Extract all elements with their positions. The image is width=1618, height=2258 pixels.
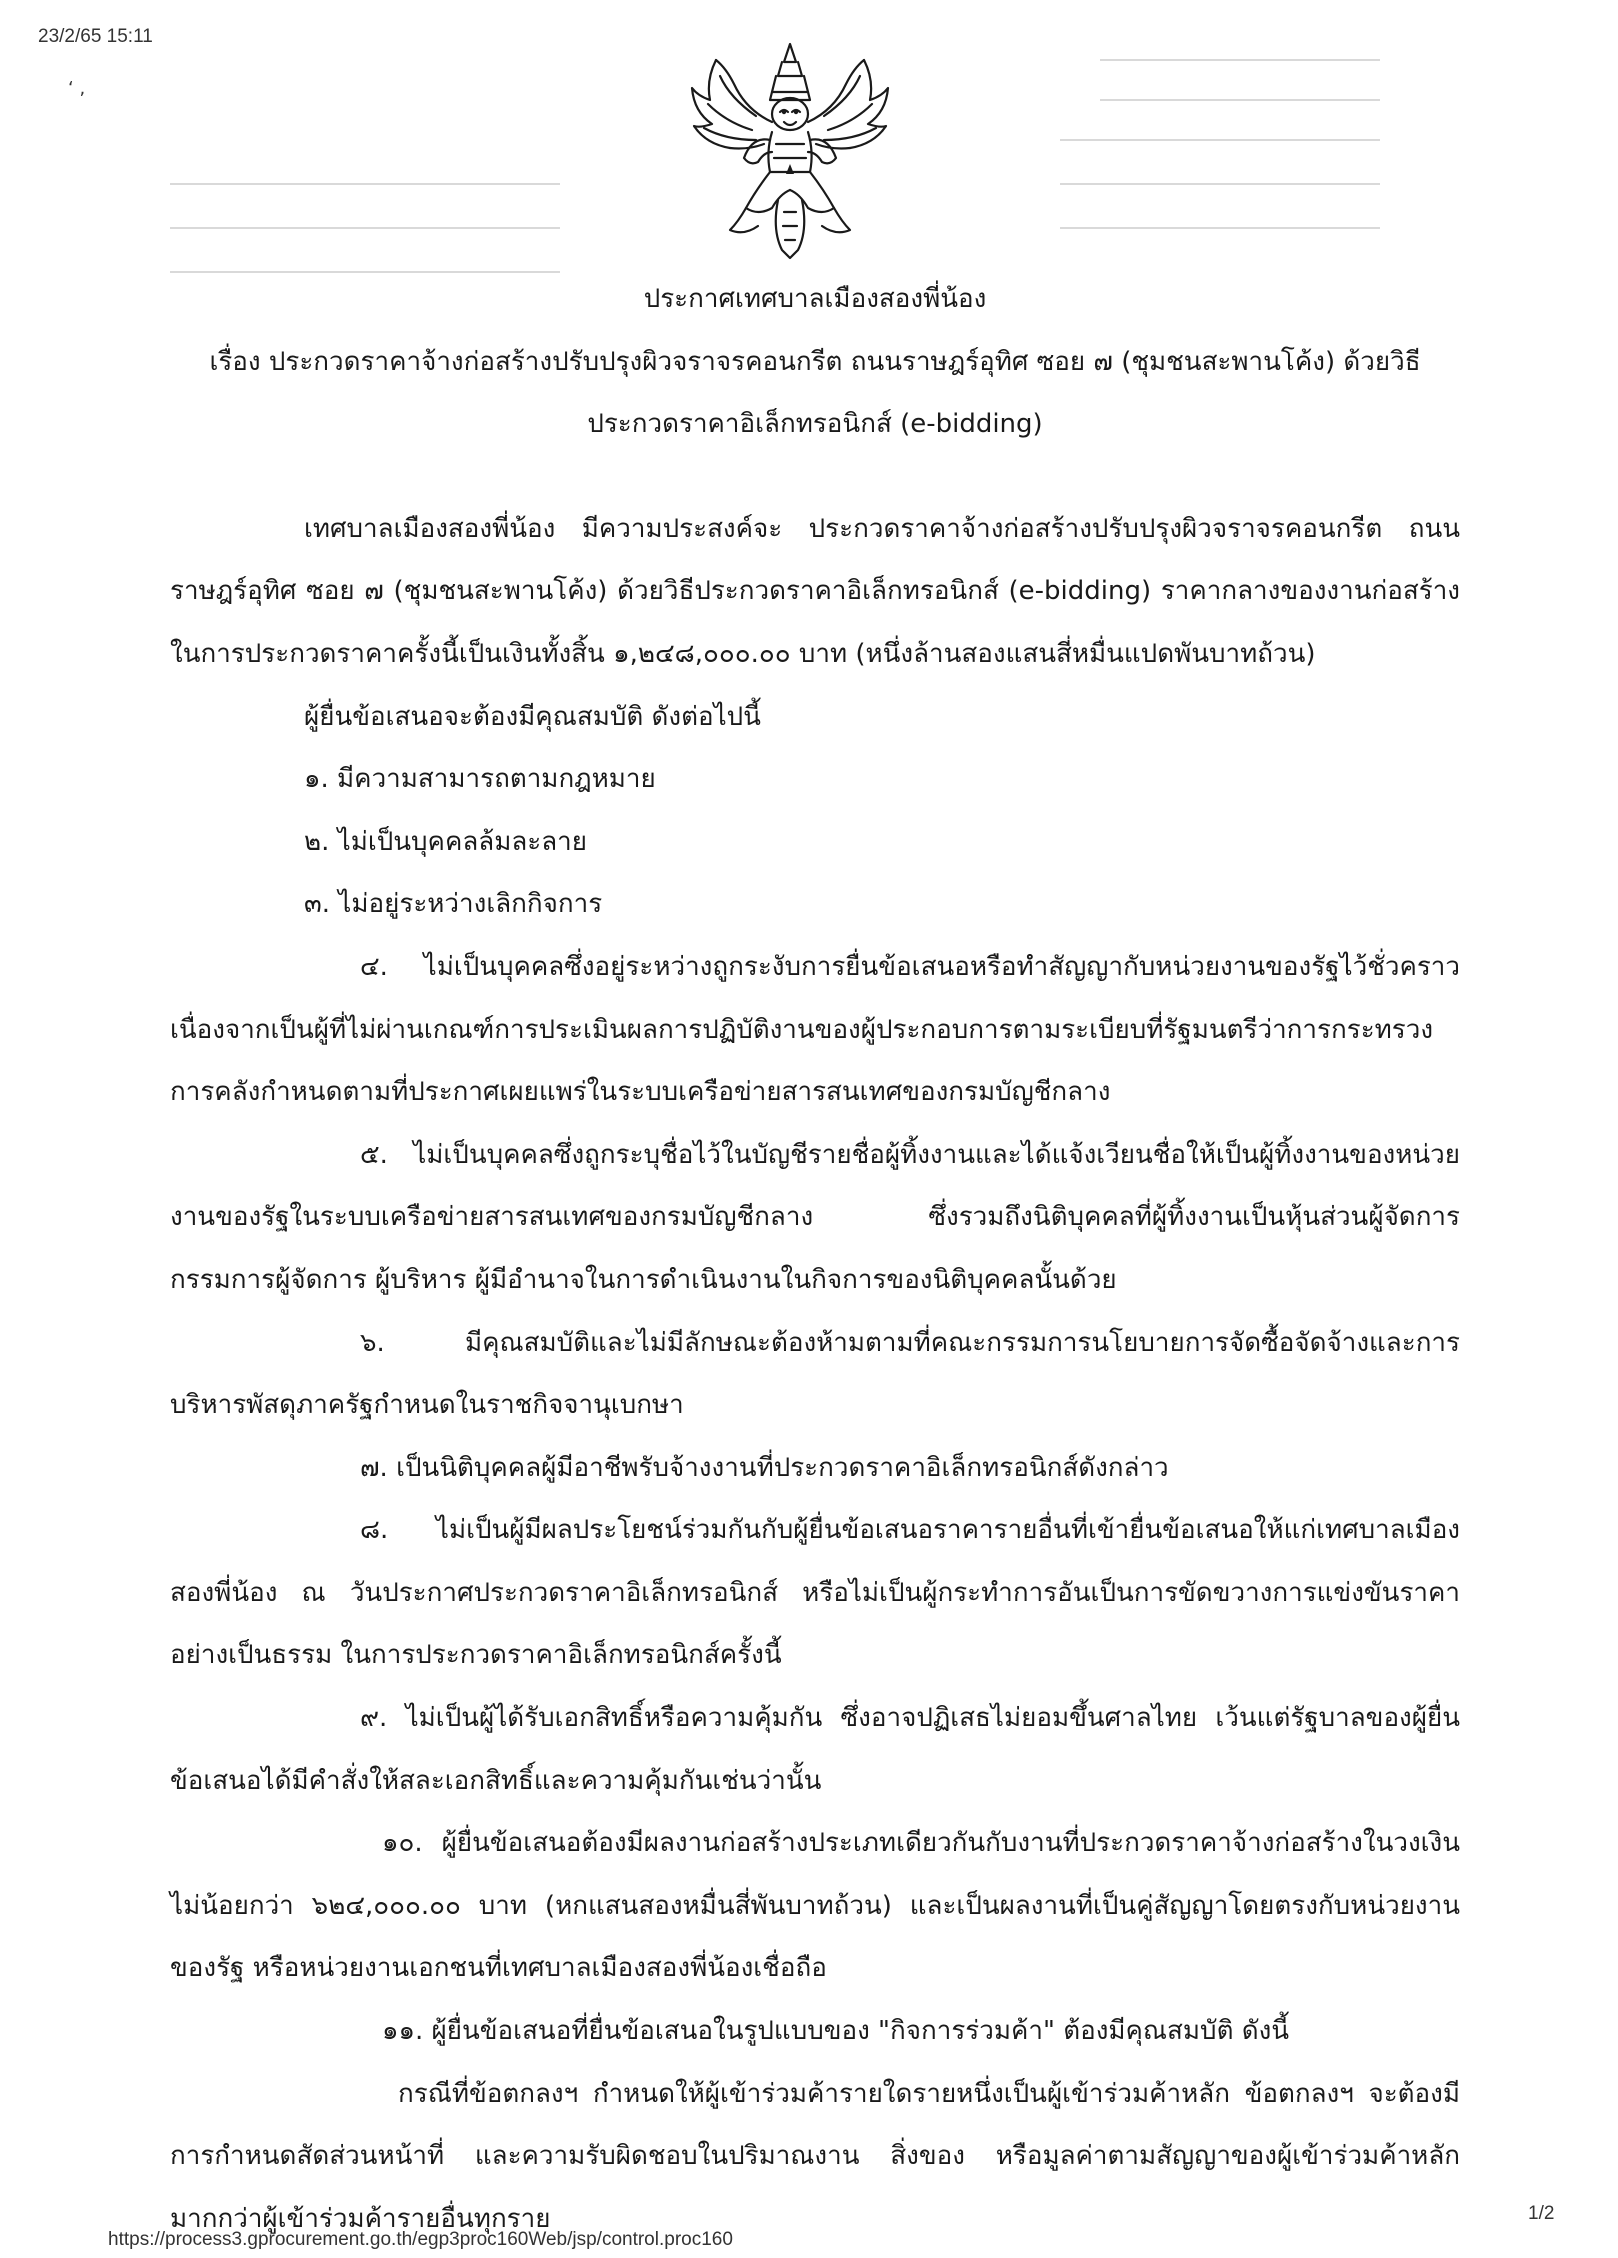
qualification-item: ๑. มีความสามารถตามกฎหมาย	[304, 764, 656, 795]
joint-venture-clause: กรณีที่ข้อตกลงฯ กำหนดให้ผู้เข้าร่วมค้ารายใดรายหนึ่งเป็นผู้เข้าร่วมค้าหลัก ข้อตกลงฯ จะต้องมีการกำหนดสัดส่วนหน้าที่ และความรับผิดชอบในปริมาณงาน สิ่งของ หรือมูลค่าตามสัญญาของผู้เข้าร่วมค้าหลักมากกว่าผู้เข้าร่วมค้ารายอื่นทุกราย	[170, 2078, 1460, 2234]
print-header-datetime: 23/2/65 15:11	[38, 26, 153, 47]
qualification-item: ๗. เป็นนิติบุคคลผู้มีอาชีพรับจ้างงานที่ประกวดราคาอิเล็กทรอนิกส์ดังกล่าว	[360, 1452, 1169, 1483]
qualifications-heading: ผู้ยื่นข้อเสนอจะต้องมีคุณสมบัติ ดังต่อไปนี้	[304, 701, 761, 732]
qualification-item: ๔. ไม่เป็นบุคคลซึ่งอยู่ระหว่างถูกระงับการยื่นข้อเสนอหรือทำสัญญากับหน่วยงานของรัฐไว้ชั่วคราว เนื่องจากเป็นผู้ที่ไม่ผ่านเกณฑ์การประเมินผลการปฏิบัติงานของผู้ประกอบการตามระเบียบที่รัฐมนตรีว่าการกระทรวงการคลังกำหนดตามที่ประกาศเผยแพร่ในระบบเครือข่ายสารสนเทศของกรมบัญชีกลาง	[170, 951, 1460, 1108]
announcement-document	[170, 268, 1460, 2250]
qualification-item: ๒. ไม่เป็นบุคคลล้มละลาย	[304, 826, 588, 857]
print-footer-page-number: 1/2	[1528, 2203, 1555, 2224]
qualification-item: ๑๐. ผู้ยื่นข้อเสนอต้องมีผลงานก่อสร้างประเภทเดียวกันกับงานที่ประกวดราคาจ้างก่อสร้างในวงเงินไม่น้อยกว่า ๖๒๔,๐๐๐.๐๐ บาท (หกแสนสองหมื่นสี่พันบาทถ้วน) และเป็นผลงานที่เป็นคู่สัญญาโดยตรงกับหน่วยงานของรัฐ หรือหน่วยงานเอกชนที่เทศบาลเมืองสองพี่น้องเชื่อถือ	[170, 1828, 1460, 1984]
qualification-item: ๘. ไม่เป็นผู้มีผลประโยชน์ร่วมกันกับผู้ยื่นข้อเสนอราคารายอื่นที่เข้ายื่นข้อเสนอให้แก่เทศบาลเมืองสองพี่น้อง ณ วันประกาศประกวดราคาอิเล็กทรอนิกส์ หรือไม่เป็นผู้กระทำการอันเป็นการขัดขวางการแข่งขันราคาอย่างเป็นธรรม ในการประกวดราคาอิเล็กทรอนิกส์ครั้งนี้	[170, 1515, 1460, 1671]
stray-scan-mark: ‘ ,	[68, 78, 86, 99]
announcement-org-title: ประกาศเทศบาลเมืองสองพี่น้อง	[643, 284, 987, 314]
intro-paragraph: เทศบาลเมืองสองพี่น้อง มีความประสงค์จะ ประกวดราคาจ้างก่อสร้างปรับปรุงผิวจราจรคอนกรีต ถนนราษฎร์อุทิศ ซอย ๗ (ชุมชนสะพานโค้ง) ด้วยวิธีประกวดราคาอิเล็กทรอนิกส์ (e-bidding) ราคากลางของงานก่อสร้างในการประกวดราคาครั้งนี้เป็นเงินทั้งสิ้น ๑,๒๔๘,๐๐๐.๐๐ บาท (หนึ่งล้านสองแสนสี่หมื่นแปดพันบาทถ้วน)	[170, 513, 1460, 669]
announcement-subject-line-1: เรื่อง ประกวดราคาจ้างก่อสร้างปรับปรุงผิวจราจรคอนกรีต ถนนราษฎร์อุทิศ ซอย ๗ (ชุมชนสะพานโค้ง) ด้วยวิธี	[209, 346, 1421, 377]
print-footer-url: https://process3.gprocurement.go.th/egp3proc160Web/jsp/control.proc160	[108, 2229, 733, 2250]
garuda-emblem	[686, 40, 894, 262]
qualification-item: ๓. ไม่อยู่ระหว่างเลิกกิจการ	[304, 889, 603, 920]
announcement-subject-line-2: ประกวดราคาอิเล็กทรอนิกส์ (e-bidding)	[587, 409, 1043, 440]
qualification-item: ๙. ไม่เป็นผู้ได้รับเอกสิทธิ์หรือความคุ้มกัน ซึ่งอาจปฏิเสธไม่ยอมขึ้นศาลไทย เว้นแต่รัฐบาลของผู้ยื่นข้อเสนอได้มีคำสั่งให้สละเอกสิทธิ์และความคุ้มกันเช่นว่านั้น	[170, 1703, 1460, 1796]
qualification-item: ๑๑. ผู้ยื่นข้อเสนอที่ยื่นข้อเสนอในรูปแบบของ "กิจการร่วมค้า" ต้องมีคุณสมบัติ ดังนี้	[382, 2016, 1290, 2047]
qualification-item: ๖. มีคุณสมบัติและไม่มีลักษณะต้องห้ามตามที่คณะกรรมการนโยบายการจัดซื้อจัดจ้างและการบริหารพัสดุภาครัฐกำหนดในราชกิจจานุเบกษา	[170, 1327, 1460, 1421]
qualification-item: ๕. ไม่เป็นบุคคลซึ่งถูกระบุชื่อไว้ในบัญชีรายชื่อผู้ทิ้งงานและได้แจ้งเวียนชื่อให้เป็นผู้ทิ้งงานของหน่วยงานของรัฐในระบบเครือข่ายสารสนเทศของกรมบัญชีกลาง ซึ่งรวมถึงนิติบุคคลที่ผู้ทิ้งงานเป็นหุ้นส่วนผู้จัดการ กรรมการผู้จัดการ ผู้บริหาร ผู้มีอำนาจในการดำเนินงานในกิจการของนิติบุคคลนั้นด้วย	[170, 1139, 1460, 1295]
